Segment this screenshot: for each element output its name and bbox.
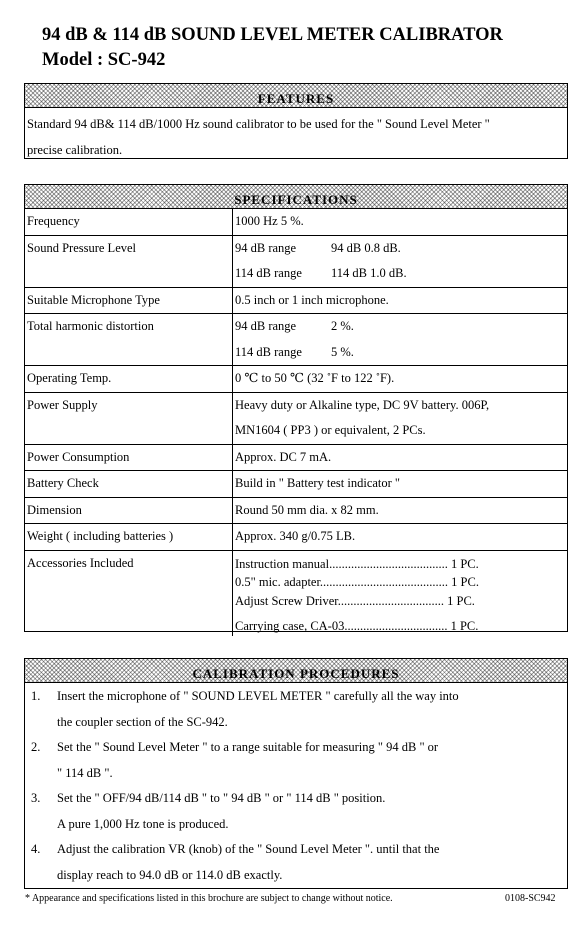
spec-label: Suitable Microphone Type [25,287,233,314]
calibration-step [25,837,567,888]
features-line: precise calibration. [27,142,123,157]
range-label: 94 dB range [235,319,297,333]
features-box [24,83,568,159]
range-value: 114 dB 1.0 dB. [331,266,407,280]
spec-row-sound-pressure-level [25,235,567,287]
spec-row-power-supply [25,392,567,444]
spec-value: 1000 Hz 5 %. [235,214,304,228]
specifications-table [25,209,567,636]
spec-value [233,235,568,287]
spec-row-weight [25,524,567,551]
spec-row-operating-temp [25,366,567,393]
accessory-item: Instruction manual...................................... 1 PC. [235,556,479,571]
spec-value-line: MN1604 ( PP3 ) or equivalent, 2 PCs. [235,423,426,437]
features-header-label: FEATURES [257,91,335,106]
step-line: Set the " OFF/94 dB/114 dB " to " 94 dB " or " 114 dB " position. [57,791,386,805]
document-title: 94 dB & 114 dB SOUND LEVEL METER CALIBRATOR [42,25,503,45]
range-value: 94 dB 0.8 dB. [331,240,401,255]
step-line: Insert the microphone of " SOUND LEVEL METER " carefully all the way into [57,689,459,703]
spec-label: Sound Pressure Level [25,235,233,287]
step-line: Set the " Sound Level Meter " to a range suitable for measuring " 94 dB " or [57,740,439,754]
spec-label: Dimension [25,497,233,524]
calibration-step [25,684,567,735]
spec-label: Frequency [25,209,233,235]
calibration-steps [25,683,567,888]
step-number: 4. [31,842,41,856]
calibration-header [25,659,567,683]
spec-value: Build in " Battery test indicator " [233,471,568,498]
accessory-item: 0.5" mic. adapter......................................... 1 PC. [235,575,479,589]
range-label: 114 dB range [235,266,302,280]
spec-label: Total harmonic distortion [25,314,233,366]
spec-label: Operating Temp. [25,366,233,393]
spec-value [233,550,568,636]
features-text [25,108,567,163]
spec-value [233,392,568,444]
document-code: 0108-SC942 [505,893,556,904]
spec-label: Accessories Included [25,550,233,636]
spec-value: 0.5 inch or 1 inch microphone. [233,287,568,314]
range-value: 5 %. [331,344,354,359]
step-number: 1. [31,689,41,703]
spec-row-harmonic-distortion [25,314,567,366]
spec-label: Battery Check [25,471,233,498]
features-header [25,84,567,108]
step-line: " 114 dB ". [57,765,113,780]
features-line: Standard 94 dB& 114 dB/1000 Hz sound calibrator to be used for the " Sound Level Meter " [27,117,490,131]
spec-value-line: Heavy duty or Alkaline type, DC 9V battery. 006P, [235,397,490,412]
spec-value [233,314,568,366]
calibration-box [24,658,568,889]
step-number: 2. [31,740,41,754]
spec-label: Weight ( including batteries ) [25,524,233,551]
calibration-step [25,735,567,786]
range-value: 2 %. [331,319,354,333]
spec-value: Approx. 340 g/0.75 LB. [233,524,568,551]
specifications-header [25,185,567,209]
calibration-header-label: CALIBRATION PROCEDURES [192,666,400,681]
accessory-item: Adjust Screw Driver.................................. 1 PC. [235,593,475,608]
spec-row-microphone-type [25,287,567,314]
spec-row-power-consumption [25,444,567,471]
step-line: the coupler section of the SC-942. [57,714,228,729]
step-line: display reach to 94.0 dB or 114.0 dB exactly. [57,867,283,882]
spec-row-accessories [25,550,567,636]
spec-label: Power Consumption [25,444,233,471]
range-label: 94 dB range [235,240,297,255]
step-line: Adjust the calibration VR (knob) of the " Sound Level Meter ". until that the [57,842,440,856]
model-number: Model : SC-942 [42,50,166,70]
specifications-box [24,184,568,632]
accessory-item: Carrying case, CA-03................................. 1 PC. [235,619,479,633]
specifications-header-label: SPECIFICATIONS [234,192,358,207]
footer-note: * Appearance and specifications listed in this brochure are subject to change without notice. [25,893,393,904]
spec-value: Approx. DC 7 mA. [233,444,568,471]
calibration-step [25,786,567,837]
spec-row-dimension [25,497,567,524]
spec-value: Round 50 mm dia. x 82 mm. [233,497,568,524]
spec-label: Power Supply [25,392,233,444]
range-label: 114 dB range [235,344,302,359]
step-number: 3. [31,791,41,805]
spec-value: 0 ℃ to 50 ℃ (32 ˚F to 122 ˚F). [233,366,568,393]
spec-row-frequency [25,209,567,235]
step-line: A pure 1,000 Hz tone is produced. [57,816,229,831]
spec-row-battery-check [25,471,567,498]
